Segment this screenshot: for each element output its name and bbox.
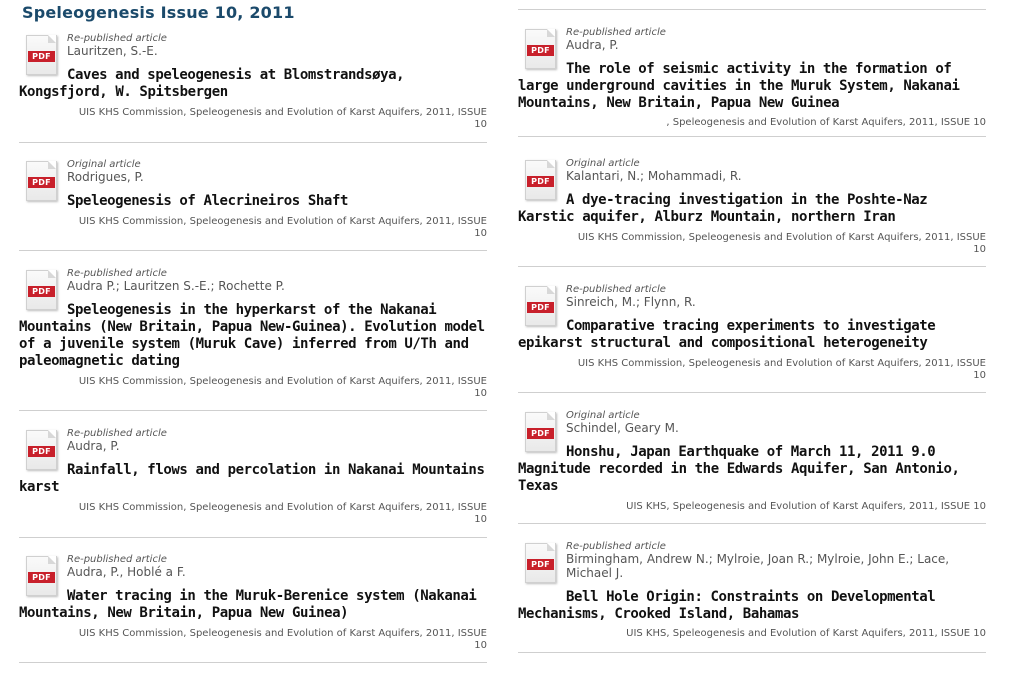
pdf-badge-label: PDF xyxy=(28,177,55,188)
citation-line-2: 10 xyxy=(474,514,487,525)
article-authors: Birmingham, Andrew N.; Mylroie, Joan R.; Mylroie, John E.; Lace, Michael J. xyxy=(566,552,950,580)
article-item xyxy=(518,535,986,653)
citation-line-2: 10 xyxy=(474,119,487,130)
article-title-link[interactable]: Bell Hole Origin: Constraints on Developmental Mechanisms, Crooked Island, Bahamas xyxy=(518,589,936,622)
article-citation xyxy=(518,232,986,256)
article-authors: Rodrigues, P. xyxy=(67,170,144,184)
citation-line-1: UIS KHS Commission, Speleogenesis and Evolution of Karst Aquifers, 2011, ISSUE xyxy=(78,628,487,639)
page-title: Speleogenesis Issue 10, 2011 xyxy=(22,3,295,22)
article-authors: Audra, P. xyxy=(67,439,120,453)
article-type-label: Re-published article xyxy=(566,27,666,38)
pdf-badge-label: PDF xyxy=(527,176,554,187)
article-title-link[interactable]: A dye-tracing investigation in the Poshte-Naz Karstic aquifer, Alburz Mountain, northern Iran xyxy=(518,192,928,225)
article-type-label: Original article xyxy=(566,158,640,169)
citation-line-2: 10 xyxy=(973,370,986,381)
citation-line-2: 10 xyxy=(474,388,487,399)
article-type-label: Re-published article xyxy=(67,33,167,44)
article-citation xyxy=(19,502,487,526)
pdf-badge-label: PDF xyxy=(527,428,554,439)
citation-line-1: UIS KHS Commission, Speleogenesis and Evolution of Karst Aquifers, 2011, ISSUE xyxy=(577,358,986,369)
article-title-link[interactable]: The role of seismic activity in the formation of large underground cavities in the Muruk System, Nakanai Mountains, New Britain, Papua New Guinea xyxy=(518,61,960,111)
article-citation xyxy=(518,117,986,129)
article-citation xyxy=(518,501,986,513)
article-title-link[interactable]: Speleogenesis in the hyperkarst of the Nakanai Mountains (New Britain, Papua New-Guinea). Evolution model of a juvenile system (Muruk Cave) inferred from U/Th and paleomagnetic dating xyxy=(19,302,485,369)
article-authors: Kalantari, N.; Mohammadi, R. xyxy=(566,169,742,183)
citation-line-2: 10 xyxy=(474,640,487,651)
article-item xyxy=(19,262,487,411)
article-title-link[interactable]: Rainfall, flows and percolation in Nakanai Mountains karst xyxy=(19,462,485,495)
article-citation xyxy=(19,216,487,240)
pdf-badge-label: PDF xyxy=(527,302,554,313)
pdf-icon[interactable] xyxy=(525,543,556,583)
citation-line-1: UIS KHS Commission, Speleogenesis and Evolution of Karst Aquifers, 2011, ISSUE xyxy=(577,232,986,243)
article-citation xyxy=(19,628,487,652)
article-item xyxy=(518,152,986,267)
citation-line-2: 10 xyxy=(474,228,487,239)
article-title-link[interactable]: Speleogenesis of Alecrineiros Shaft xyxy=(67,193,349,209)
citation-line-1: UIS KHS Commission, Speleogenesis and Evolution of Karst Aquifers, 2011, ISSUE xyxy=(78,107,487,118)
pdf-badge-label: PDF xyxy=(28,572,55,583)
article-authors: Audra, P., Hoblé a F. xyxy=(67,565,186,579)
article-type-label: Re-published article xyxy=(67,554,167,565)
pdf-badge-label: PDF xyxy=(527,559,554,570)
article-item xyxy=(518,404,986,524)
pdf-badge-label: PDF xyxy=(28,286,55,297)
article-title-link[interactable]: Honshu, Japan Earthquake of March 11, 2011 9.0 Magnitude recorded in the Edwards Aquifer, San Antonio, Texas xyxy=(518,444,960,494)
article-type-label: Re-published article xyxy=(67,428,167,439)
article-type-label: Original article xyxy=(566,410,640,421)
pdf-badge-label: PDF xyxy=(28,446,55,457)
citation-line-1: UIS KHS Commission, Speleogenesis and Evolution of Karst Aquifers, 2011, ISSUE xyxy=(78,502,487,513)
article-item xyxy=(518,278,986,393)
article-authors: Lauritzen, S.-E. xyxy=(67,44,158,58)
article-item xyxy=(19,548,487,663)
article-authors: Audra, P. xyxy=(566,38,619,52)
article-citation xyxy=(19,107,487,131)
article-item xyxy=(518,21,986,137)
article-citation xyxy=(518,358,986,382)
pdf-badge-label: PDF xyxy=(527,45,554,56)
article-item xyxy=(19,27,487,143)
citation-line-1: , Speleogenesis and Evolution of Karst Aquifers, 2011, ISSUE 10 xyxy=(666,117,986,128)
article-title-link[interactable]: Caves and speleogenesis at Blomstrandsøya, Kongsfjord, W. Spitsbergen xyxy=(19,67,405,100)
citation-line-1: UIS KHS, Speleogenesis and Evolution of Karst Aquifers, 2011, ISSUE 10 xyxy=(626,628,986,639)
pdf-badge-label: PDF xyxy=(28,51,55,62)
article-item xyxy=(19,422,487,538)
article-type-label: Re-published article xyxy=(67,268,167,279)
article-title-link[interactable]: Comparative tracing experiments to investigate epikarst structural and compositional heterogeneity xyxy=(518,318,936,351)
article-type-label: Re-published article xyxy=(566,284,666,295)
article-authors: Audra P.; Lauritzen S.-E.; Rochette P. xyxy=(67,279,285,293)
article-item xyxy=(19,153,487,251)
article-type-label: Re-published article xyxy=(566,541,666,552)
right-column-top-divider xyxy=(518,9,986,10)
citation-line-1: UIS KHS Commission, Speleogenesis and Evolution of Karst Aquifers, 2011, ISSUE xyxy=(78,376,487,387)
article-citation xyxy=(518,628,986,640)
article-authors: Sinreich, M.; Flynn, R. xyxy=(566,295,696,309)
article-citation xyxy=(19,376,487,400)
citation-line-1: UIS KHS, Speleogenesis and Evolution of Karst Aquifers, 2011, ISSUE 10 xyxy=(626,501,986,512)
article-type-label: Original article xyxy=(67,159,141,170)
citation-line-1: UIS KHS Commission, Speleogenesis and Evolution of Karst Aquifers, 2011, ISSUE xyxy=(78,216,487,227)
article-title-link[interactable]: Water tracing in the Muruk-Berenice system (Nakanai Mountains, New Britain, Papua New Guinea) xyxy=(19,588,477,621)
article-authors: Schindel, Geary M. xyxy=(566,421,679,435)
citation-line-2: 10 xyxy=(973,244,986,255)
